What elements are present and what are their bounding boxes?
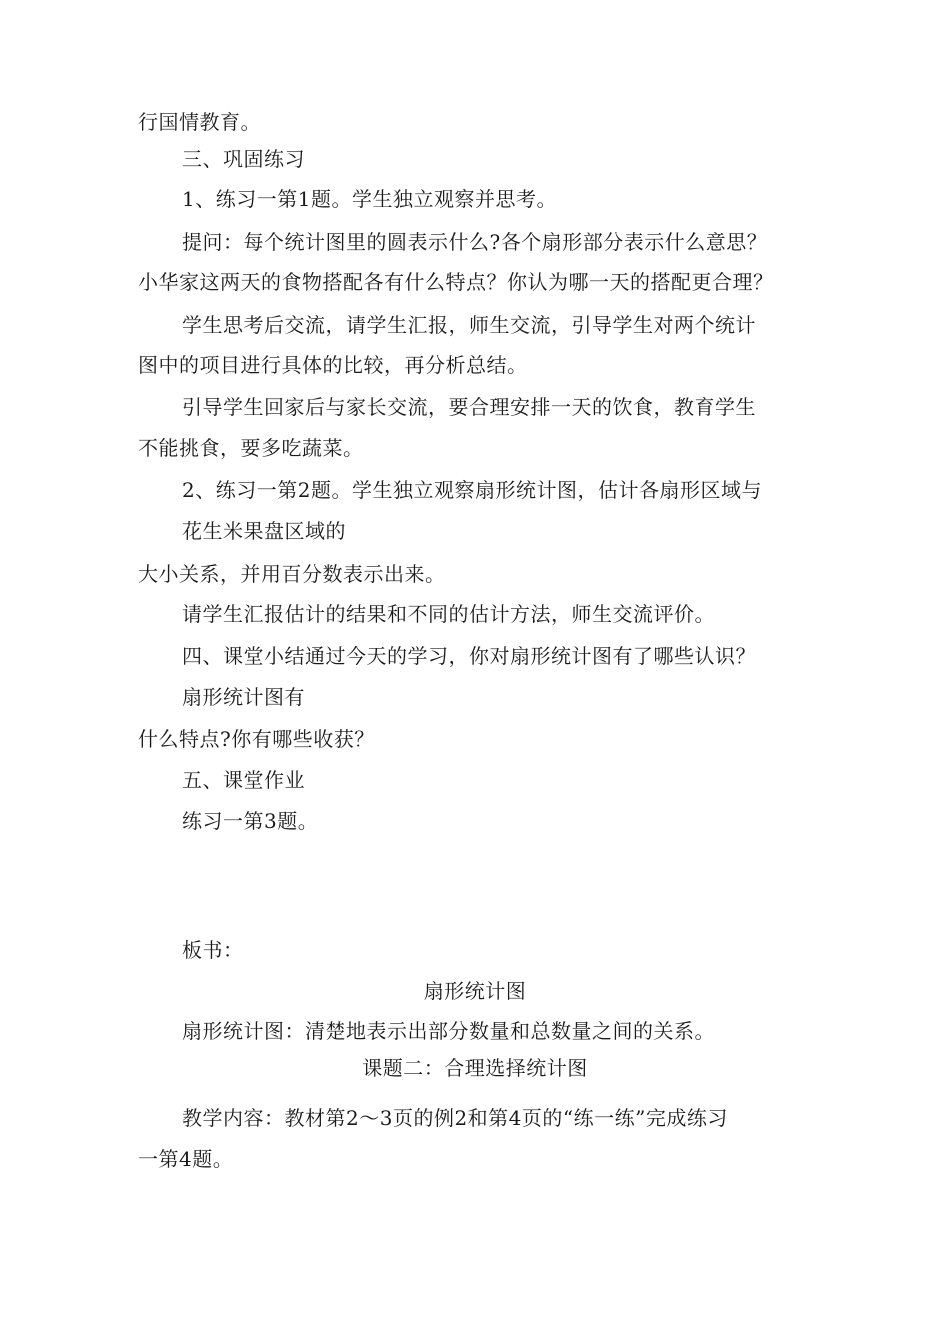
text-line: 花生米果盘区域的	[182, 519, 346, 543]
text-line: 教学内容：教材第2〜3页的例2和第4页的“练一练”完成练习	[182, 1106, 728, 1130]
text-line: 请学生汇报估计的结果和不同的估计方法，师生交流评价。	[182, 602, 715, 626]
text-line: 引导学生回家后与家长交流，要合理安排一天的饮食，教育学生	[182, 395, 756, 419]
text-line: 扇形统计图有	[182, 685, 305, 709]
section-heading: 五、课堂作业	[182, 768, 305, 792]
text-line: 不能挑食，要多吃蔬菜。	[138, 436, 364, 460]
text-line: 大小关系，并用百分数表示出来。	[138, 562, 446, 586]
text-line: 2、练习一第2题。学生独立观察扇形统计图，估计各扇形区域与	[182, 478, 762, 502]
board-title: 扇形统计图	[423, 979, 527, 1003]
text-line: 1、练习一第1题。学生独立观察并思考。	[182, 187, 557, 211]
text-line: 小华家这两天的食物搭配各有什么特点？你认为哪一天的搭配更合理？	[138, 270, 774, 294]
text-line: 提问：每个统计图里的圆表示什么?各个扇形部分表示什么意思？	[182, 230, 768, 254]
text-line: 扇形统计图：清楚地表示出部分数量和总数量之间的关系。	[182, 1019, 715, 1043]
text-line: 什么特点?你有哪些收获？	[138, 727, 375, 751]
text-line: 行国情教育。	[138, 110, 261, 134]
section-heading: 三、巩固练习	[182, 147, 305, 171]
lesson-title: 课题二：合理选择统计图	[362, 1056, 588, 1080]
text-line: 学生思考后交流，请学生汇报，师生交流，引导学生对两个统计	[182, 313, 756, 337]
text-line: 练习一第3题。	[182, 809, 319, 833]
board-label: 板书：	[182, 938, 244, 962]
section-heading: 四、课堂小结通过今天的学习，你对扇形统计图有了哪些认识？	[182, 644, 756, 668]
text-line: 图中的项目进行具体的比较，再分析总结。	[138, 353, 528, 377]
text-line: 一第4题。	[138, 1147, 234, 1171]
